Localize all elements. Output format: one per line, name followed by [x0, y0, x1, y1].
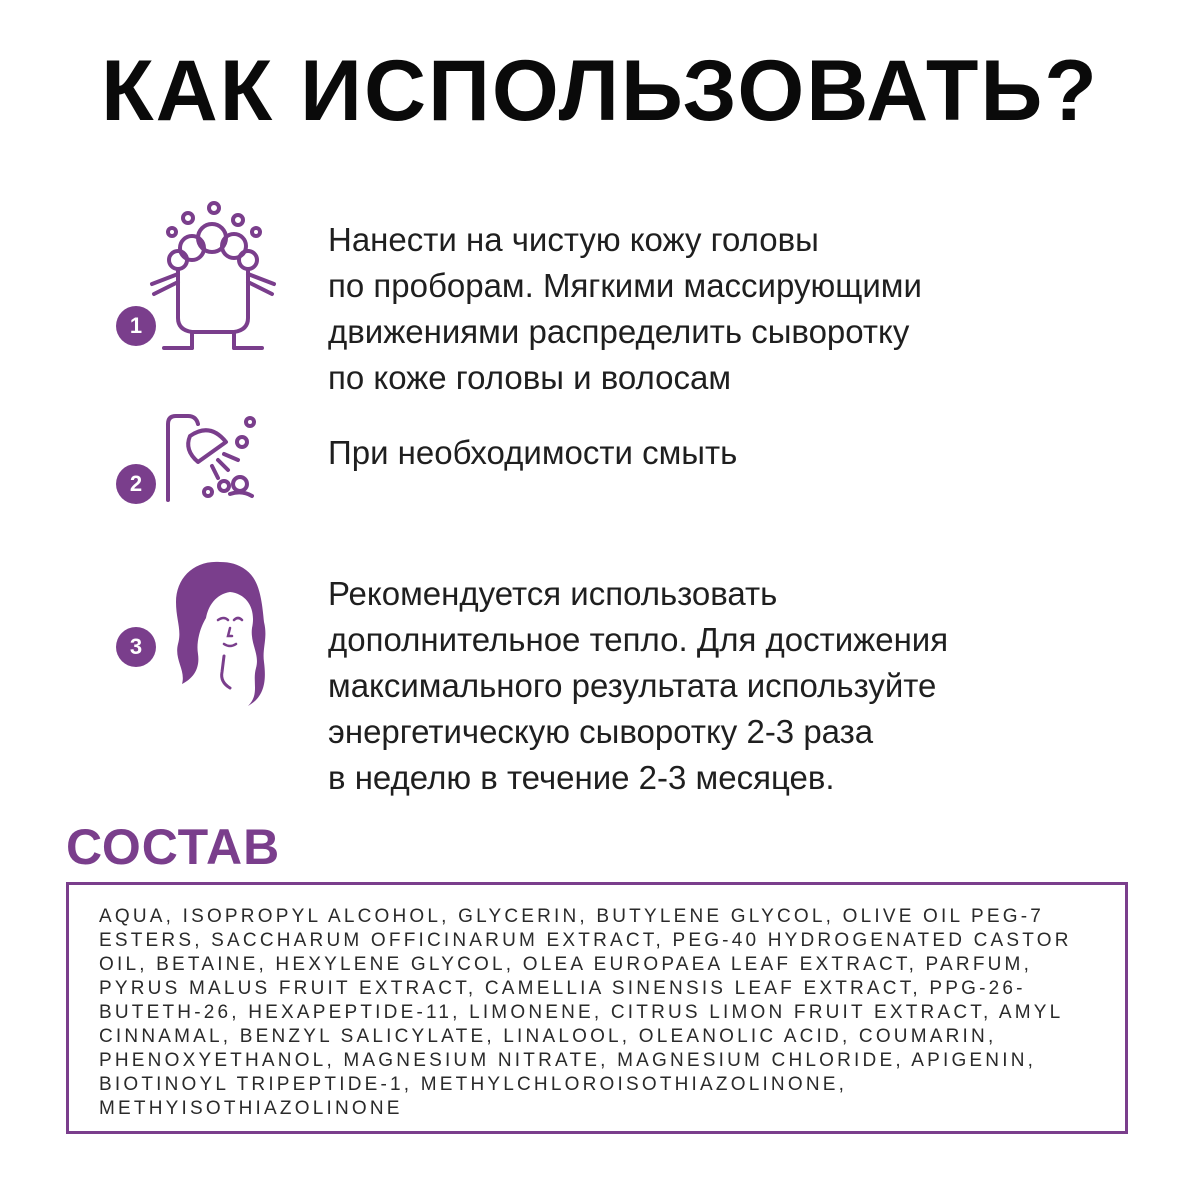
- ingredients-list: AQUA, ISOPROPYL ALCOHOL, GLYCERIN, BUTYLENE GLYCOL, OLIVE OIL PEG-7 ESTERS, SACCHARUM OFFICINARUM EXTRACT, PEG-40 HYDROGENATED CASTOR OIL, BETAINE, HEXYLENE GLYCOL, OLEA EUROPAEA LEAF EXTRACT, PARFUM, PYRUS MALUS FRUIT EXTRACT, CAMELLIA SINENSIS LEAF EXTRACT, PPG-26-BUTETH-26, HEXAPEPTIDE-11, LIMONENE, CITRUS LIMON FRUIT EXTRACT, AMYL CINNAMAL, BENZYL SALICYLATE, LINALOOL, OLEANOLIC ACID, COUMARIN, PHENOXYETHANOL, MAGNESIUM NITRATE, MAGNESIUM CHLORIDE, APIGENIN, BIOTINOYL TRIPEPTIDE-1, METHYLCHLOROISOTHIAZOLINONE, METHYISOTHIAZOLINONE: [99, 906, 1072, 1119]
- woman-hair-icon: [164, 558, 268, 708]
- step-number-badge: 2: [116, 464, 156, 504]
- step-3-text: Рекомендуется использовать дополнительное тепло. Для достижения максимального результата используйте энергетическую сыворотку 2-3 раза в неделю в течение 2-3 месяцев.: [328, 575, 949, 796]
- step-number-badge: 1: [116, 306, 156, 346]
- step-number-badge: 3: [116, 627, 156, 667]
- head-washing-icon: [148, 196, 278, 356]
- shower-icon: [162, 412, 258, 504]
- composition-title: СОСТАВ: [66, 819, 281, 875]
- step-2-text: При необходимости смыть: [328, 434, 738, 471]
- composition-box: [66, 882, 1128, 1134]
- page-title: КАК ИСПОЛЬЗОВАТЬ?: [101, 43, 1099, 139]
- step-1-text: Нанести на чистую кожу головы по проборам. Мягкими массирующими движениями распределить сыворотку по коже головы и волосам: [328, 221, 922, 396]
